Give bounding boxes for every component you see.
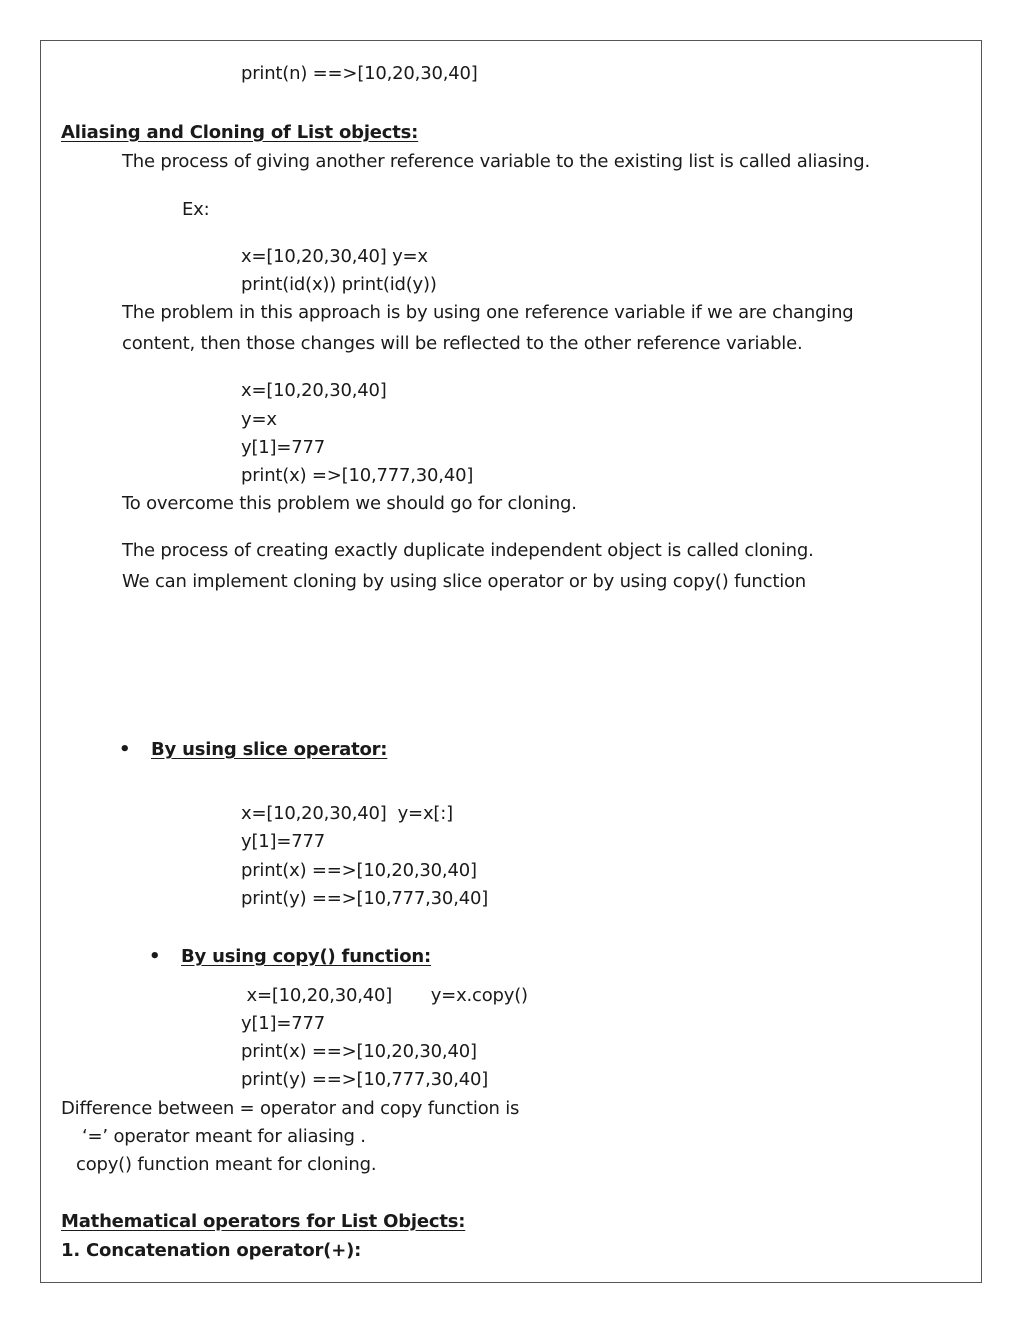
copy-code-line: print(y) ==>[10,777,30,40] <box>241 1069 489 1090</box>
difference-text-line: copy() function meant for cloning. <box>76 1154 377 1175</box>
problem-code-line: x=[10,20,30,40] <box>241 380 387 401</box>
bullet-icon: • <box>119 739 131 760</box>
example-code-line: x=[10,20,30,40] y=x <box>241 246 428 267</box>
slice-code-line: y[1]=777 <box>241 831 325 852</box>
slice-code-line: x=[10,20,30,40] y=x[:] <box>241 803 453 824</box>
slice-code-line: print(x) ==>[10,20,30,40] <box>241 860 477 881</box>
cloning-definition: The process of creating exactly duplicate independent object is called cloning. <box>122 540 814 561</box>
aliasing-heading: Aliasing and Cloning of List objects: <box>61 122 419 143</box>
bullet-icon: • <box>149 946 161 967</box>
example-code-line: print(id(x)) print(id(y)) <box>241 274 437 295</box>
copy-code-line: y[1]=777 <box>241 1013 325 1034</box>
overcome-text: To overcome this problem we should go for cloning. <box>122 493 577 514</box>
slice-operator-heading: By using slice operator: <box>151 739 388 760</box>
intro-code-line: print(n) ==>[10,20,30,40] <box>241 63 478 84</box>
problem-text-line: content, then those changes will be reflected to the other reference variable. <box>122 333 803 354</box>
aliasing-definition: The process of giving another reference variable to the existing list is called aliasing. <box>122 151 870 172</box>
copy-function-heading: By using copy() function: <box>181 946 432 967</box>
problem-code-line: print(x) =>[10,777,30,40] <box>241 465 474 486</box>
difference-text-line: ‘=’ operator meant for aliasing . <box>82 1126 366 1147</box>
math-operators-heading: Mathematical operators for List Objects: <box>61 1211 466 1232</box>
copy-code-line: x=[10,20,30,40] y=x.copy() <box>241 985 528 1006</box>
example-label: Ex: <box>182 199 210 220</box>
problem-code-line: y[1]=777 <box>241 437 325 458</box>
difference-text-line: Difference between = operator and copy function is <box>61 1098 520 1119</box>
copy-code-line: print(x) ==>[10,20,30,40] <box>241 1041 477 1062</box>
slice-code-line: print(y) ==>[10,777,30,40] <box>241 888 489 909</box>
problem-code-line: y=x <box>241 409 277 430</box>
cloning-implementation: We can implement cloning by using slice operator or by using copy() function <box>122 571 807 592</box>
concatenation-heading: 1. Concatenation operator(+): <box>61 1240 362 1261</box>
problem-text-line: The problem in this approach is by using one reference variable if we are changing <box>122 302 854 323</box>
